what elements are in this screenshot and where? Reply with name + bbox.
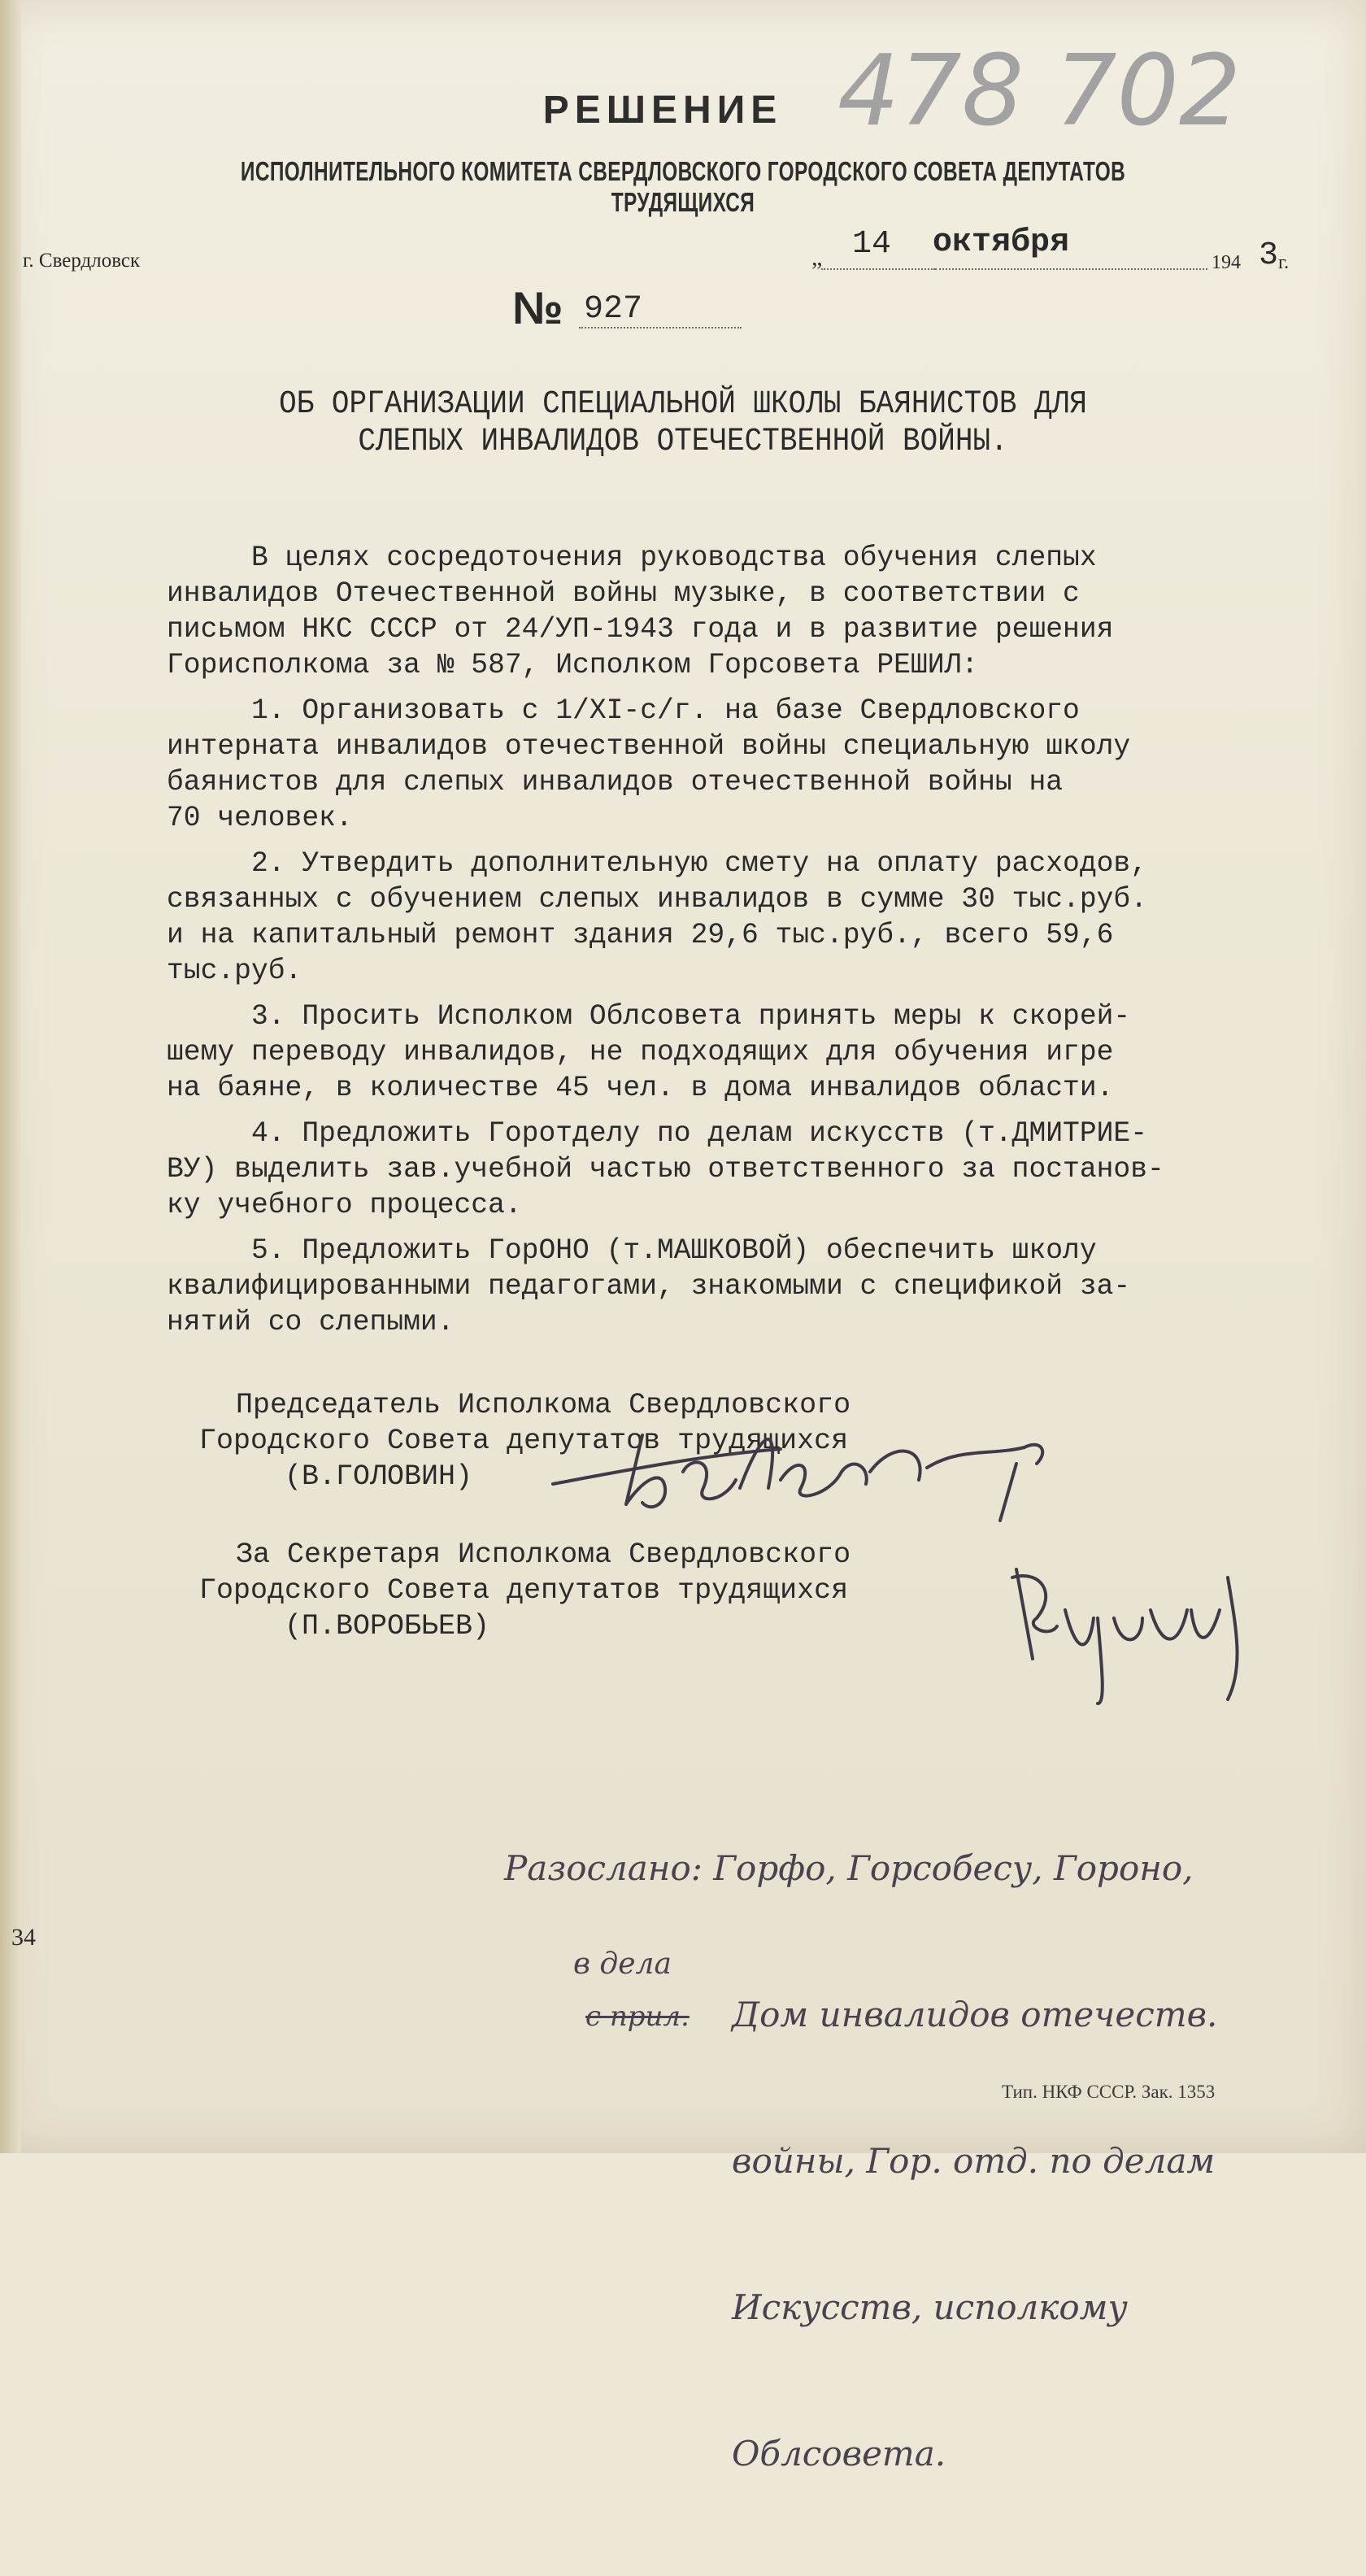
body-line: ку учебного процесса. [167,1189,522,1221]
body-line: шему переводу инвалидов, не подходящих для обучения игре [167,1036,1114,1068]
decision-title: РЕШЕНИЕ [542,89,783,132]
page-binding-edge [0,0,21,2153]
decision-number: 927 [584,291,643,328]
body-line: 70 человек. [167,802,353,834]
body-line: 1. Организовать с 1/XI-с/г. на базе Свердловского [167,694,1080,727]
body-line: 5. Предложить ГорОНО (т.МАШКОВОЙ) обеспечить школу [167,1234,1097,1267]
print-stamp: Тип. НКФ СССР. Зак. 1353 [1002,2082,1216,2102]
body-line: 2. Утвердить дополнительную смету на оплату расходов, [167,847,1148,880]
distribution-line: войны, Гор. отд. по делам [732,2141,1216,2181]
document-title-line: ОБ ОРГАНИЗАЦИИ СПЕЦИАЛЬНОЙ ШКОЛЫ БАЯНИСТОВ ДЛЯ [279,386,1087,423]
secretary-name: (П.ВОРОБЬЕВ) [199,1610,490,1643]
secretary-title-line: Городского Совета депутатов трудящихся [199,1574,849,1607]
body-line: и на капитальный ремонт здания 29,6 тыс.руб., всего 59,6 [167,919,1114,951]
number-sign: № [512,282,563,333]
chairman-signature [520,1390,1090,1529]
committee-subtitle: ИСПОЛНИТЕЛЬНОГО КОМИТЕТА СВЕРДЛОВСКОГО ГОРОДСКОГО СОВЕТА ДЕПУТАТОВ ТРУДЯЩИХСЯ [240,156,1126,217]
date-month-underline [935,268,1207,270]
distribution-line: Дом инвалидов отечеств. [732,1995,1218,2034]
document-title-line: СЛЕПЫХ ИНВАЛИДОВ ОТЕЧЕСТВЕННОЙ ВОЙНЫ. [358,424,1008,460]
distribution-line: Облсовета. [732,2434,946,2474]
body-line: связанных с обучением слепых инвалидов в сумме 30 тыс.руб. [167,883,1148,916]
chairman-title-line: Председатель Исполкома Свердловского [236,1389,851,1421]
date-year-digit: 3 [1259,237,1279,274]
margin-page-number: 34 [11,1924,36,1951]
body-line: 4. Предложить Горотделу по делам искусств (т.ДМИТРИЕ- [167,1117,1148,1150]
date-month: октября [933,224,1070,261]
date-day: 14 [852,226,892,263]
secretary-signature [1000,1561,1268,1708]
body-line: инвалидов Отечественной войны музыке, в соответствии с [167,577,1080,610]
distribution-line: Искусств, исполкому [732,2287,1128,2327]
pencil-number-text: 478 702 [837,35,1242,148]
body-line: интерната инвалидов отечественной войны специальную школу [167,730,1131,763]
chairman-title-line: Городского Совета депутатов трудящихся [199,1425,849,1457]
body-line: В целях сосредоточения руководства обучения слепых [167,542,1097,574]
distribution-line: Разослано: Горфо, Горсобесу, Гороно, [504,1848,1194,1888]
body-line: тыс.руб. [167,955,302,987]
body-line: 3. Просить Исполком Облсовета принять меры к скорей- [167,1000,1131,1033]
body-line: на баяне, в количестве 45 чел. в дома инвалидов области. [167,1072,1114,1104]
date-day-underline [821,268,935,270]
body-line: Горисполкома за № 587, Исполком Горсовета РЕШИЛ: [167,649,979,681]
date-year-prefix: 194 [1212,252,1241,273]
chairman-name: (В.ГОЛОВИН) [199,1460,473,1493]
date-year-suffix: г. [1278,252,1290,273]
body-line: баянистов для слепых инвалидов отечественной войны на [167,766,1064,798]
body-line: квалифицированными педагогами, знакомыми с спецификой за- [167,1270,1131,1303]
file-note: в дела [573,1947,672,1981]
attachment-note: с прил. [585,2000,690,2033]
secretary-title-line: За Секретаря Исполкома Свердловского [236,1538,851,1571]
body-line: письмом НКС СССР от 24/УП-1943 года и в развитие решения [167,613,1114,646]
number-underline [579,327,742,329]
date-quote-mark: „ [811,244,823,271]
body-line: ВУ) выделить зав.учебной частью ответственного за постанов- [167,1153,1164,1186]
distribution-note [504,1747,1217,2576]
body-line: нятий со слепыми. [167,1306,455,1338]
city-label: г. Свердловск [23,250,141,272]
